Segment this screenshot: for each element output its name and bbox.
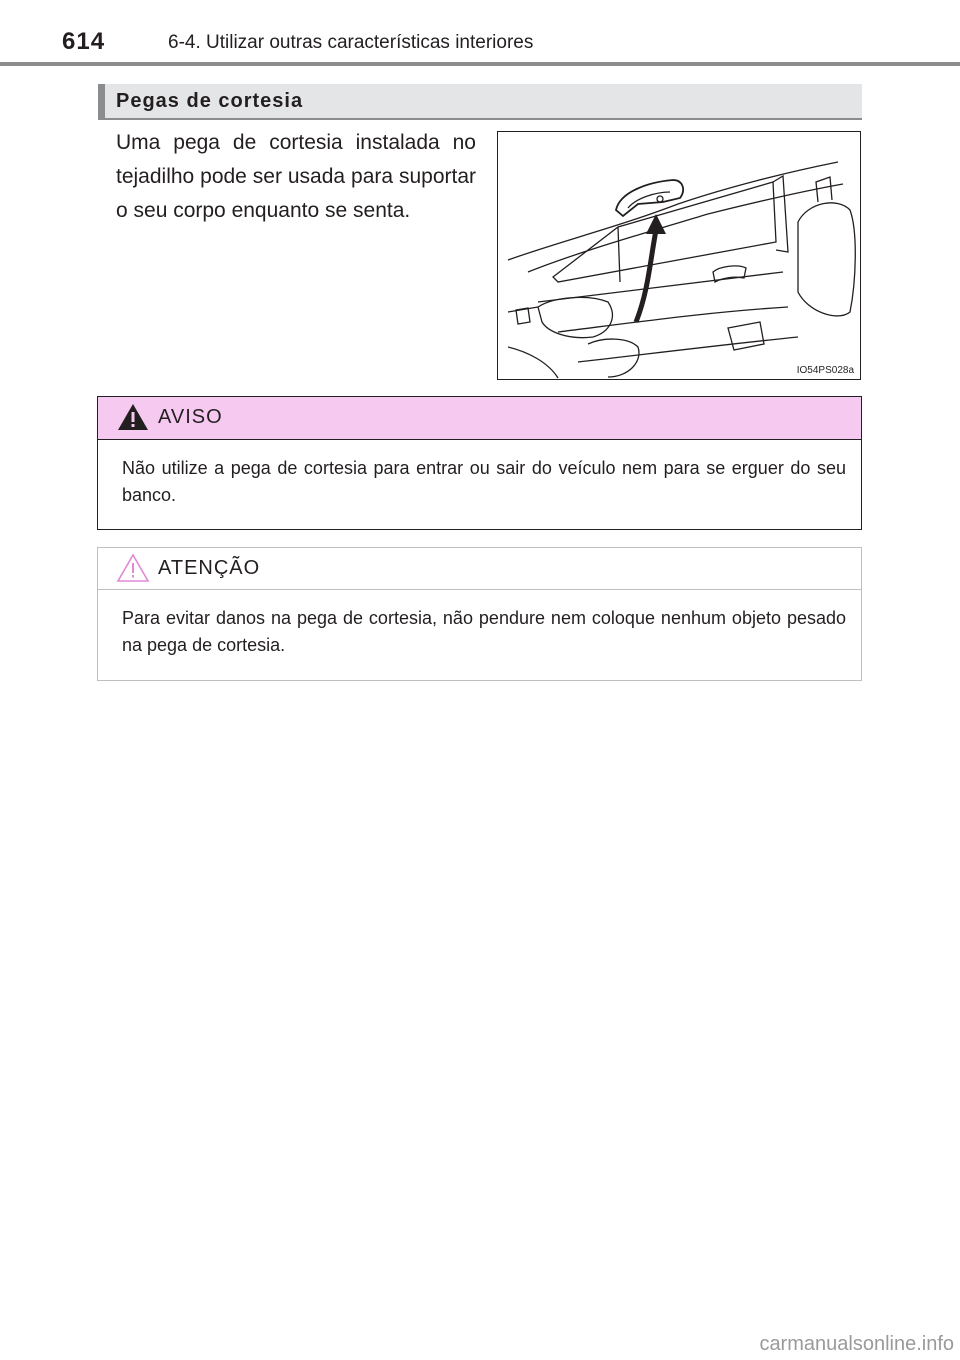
figure-code: IO54PS028a xyxy=(796,365,854,376)
warning-text: Não utilize a pega de cortesia para entrar ou sair do veículo nem para se erguer do seu banco. xyxy=(122,458,846,505)
assist-grip-illustration xyxy=(497,131,861,380)
page-number: 614 xyxy=(62,28,106,55)
watermark: carmanualsonline.info xyxy=(759,1333,954,1355)
section-body-text: Uma pega de cortesia instalada no tejadilho pode ser usada para suportar o seu corpo enquanto se senta. xyxy=(116,131,476,222)
warning-label: AVISO xyxy=(158,406,223,428)
car-interior-drawing xyxy=(498,132,860,379)
caution-text: Para evitar danos na pega de cortesia, não pendure nem coloque nenhum objeto pesado na pega de cortesia. xyxy=(122,608,846,655)
warning-box xyxy=(97,396,862,530)
warning-triangle-icon xyxy=(116,402,150,432)
caution-box xyxy=(97,547,862,681)
caution-label: ATENÇÃO xyxy=(158,557,261,579)
warning-header xyxy=(98,397,861,440)
section-heading-bar xyxy=(98,84,862,120)
chapter-title: 6-4. Utilizar outras características interiores xyxy=(168,32,534,53)
header-divider xyxy=(0,62,960,66)
section-title: Pegas de cortesia xyxy=(116,90,304,112)
caution-header xyxy=(98,548,861,590)
caution-triangle-icon xyxy=(116,553,150,583)
section-heading-accent xyxy=(98,84,105,118)
